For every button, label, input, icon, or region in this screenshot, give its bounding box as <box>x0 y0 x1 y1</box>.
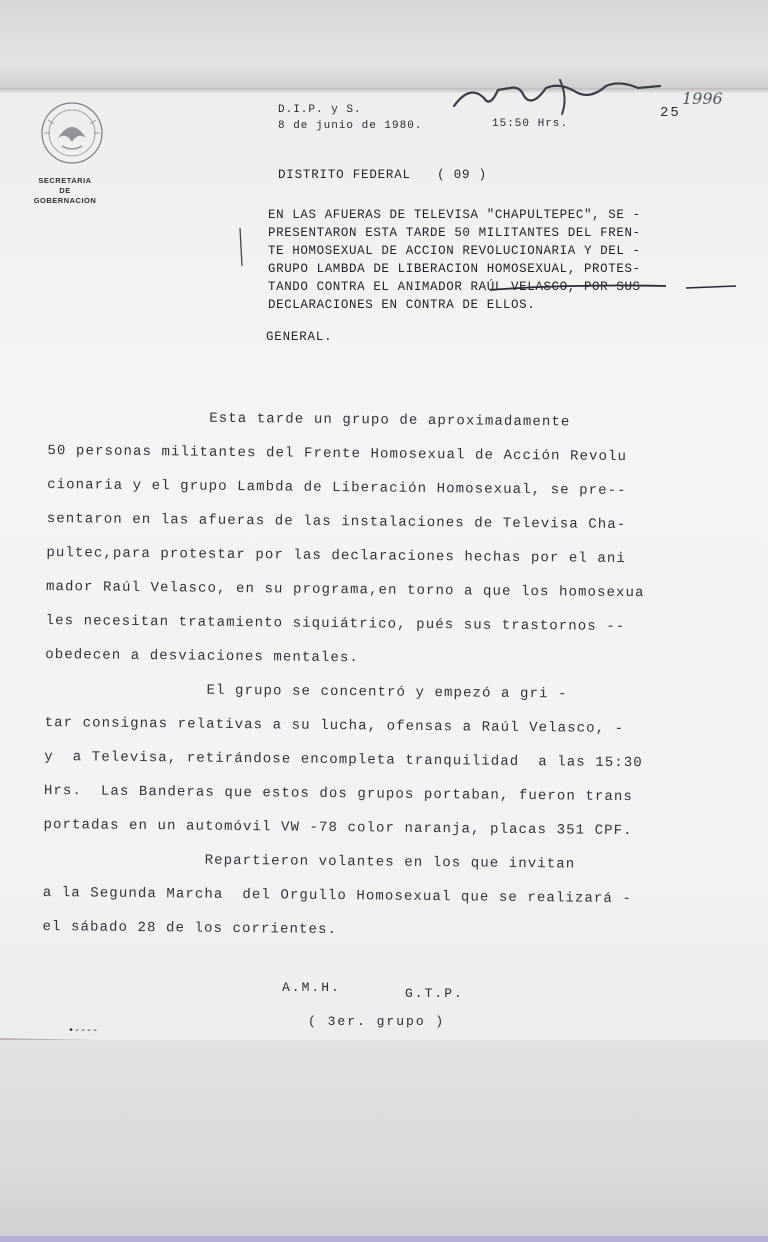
district-code: ( 09 ) <box>437 168 487 182</box>
body-line: el sábado 28 de los corrientes. <box>42 918 338 939</box>
body-line: tar consignas relativas a su lucha, ofensas a Raúl Velasco, - <box>44 714 625 738</box>
summary-line: TANDO CONTRA EL ANIMADOR RAÚL VELASCO, POR SUS <box>268 280 641 294</box>
body-line: les necesitan tratamiento siquiátrico, pués sus trastornos -- <box>45 612 626 636</box>
report-body <box>42 400 728 951</box>
summary-line: DECLARACIONES EN CONTRA DE ELLOS. <box>268 298 536 312</box>
body-line: mador Raúl Velasco, en su programa,en torno a que los homosexua <box>45 578 645 602</box>
agency-code: D.I.P. y S. <box>278 104 362 116</box>
bottom-border <box>0 1236 768 1242</box>
body-line: sentaron en las afueras de las instalaciones de Televisa Cha- <box>46 510 627 534</box>
body-line: portadas en un automóvil VW -78 color naranja, placas 351 CPF. <box>43 816 633 840</box>
body-line: Esta tarde un grupo de aproximadamente <box>47 408 571 431</box>
next-page-area <box>0 1040 768 1242</box>
group-label: ( 3er. grupo ) <box>308 1014 446 1029</box>
pen-marks <box>236 226 756 306</box>
body-line: obedecen a desviaciones mentales. <box>45 646 359 667</box>
body-line: 50 personas militantes del Frente Homosexual de Acción Revolu <box>47 442 628 466</box>
district-heading <box>278 168 487 182</box>
document-date: 8 de junio de 1980. <box>278 120 423 132</box>
government-seal-icon <box>28 98 116 168</box>
body-line: Hrs. Las Banderas que estos dos grupos portaban, fueron trans <box>43 782 634 806</box>
body-line: El grupo se concentró y empezó a gri - <box>44 680 568 703</box>
body-line: cionaria y el grupo Lambda de Liberación Homosexual, se pre-- <box>47 476 627 500</box>
handwritten-number: 1996 <box>682 89 723 108</box>
district-name: DISTRITO FEDERAL <box>278 168 411 182</box>
summary-line: PRESENTARON ESTA TARDE 50 MILITANTES DEL FREN- <box>268 226 641 240</box>
body-line: y a Televisa, retirándose encompleta tranquilidad a las 15:30 <box>44 748 643 772</box>
ministry-line-2: DE <box>59 186 71 195</box>
ministry-label <box>10 176 120 206</box>
ministry-line-1: SECRETARIA <box>38 176 92 185</box>
footer-mark: •---- <box>68 1026 99 1037</box>
category-label: GENERAL. <box>266 330 333 344</box>
summary-line: EN LAS AFUERAS DE TELEVISA "CHAPULTEPEC", SE - <box>268 208 641 222</box>
body-line: Repartieron volantes en los que invitan <box>43 850 576 873</box>
summary-line: TE HOMOSEXUAL DE ACCION REVOLUCIONARIA Y DEL - <box>268 244 641 258</box>
ministry-line-3: GOBERNACION <box>33 196 97 205</box>
body-line: pultec,para protestar por las declaraciones hechas por el ani <box>46 544 627 568</box>
signature-initials-left: A.M.H. <box>282 980 341 995</box>
summary-line: GRUPO LAMBDA DE LIBERACION HOMOSEXUAL, PROTES- <box>268 262 641 276</box>
document-time: 15:50 Hrs. <box>492 118 569 130</box>
body-line: a la Segunda Marcha del Orgullo Homosexual que se realizará - <box>42 884 632 908</box>
page-number: 25 <box>660 105 681 121</box>
handwritten-note <box>450 78 750 118</box>
signature-initials-right: G.T.P. <box>405 986 464 1001</box>
